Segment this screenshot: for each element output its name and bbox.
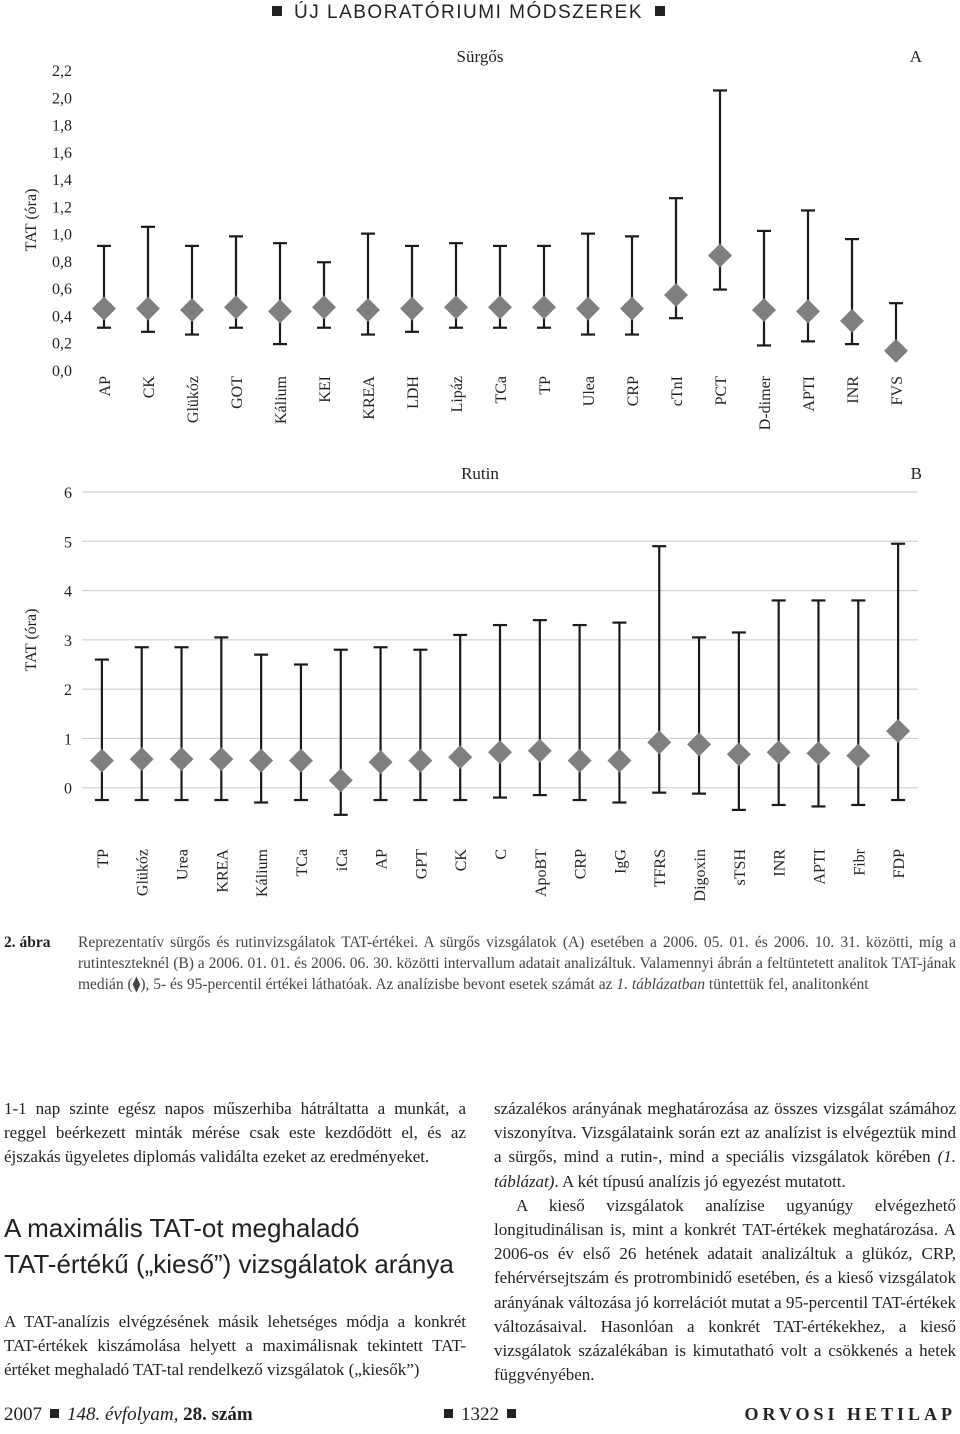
panel-letter: B [910,465,922,483]
x-category-label: AP [373,849,391,870]
square-bullet-icon [272,6,282,16]
y-tick-label: 0,6 [52,281,72,299]
median-marker [488,295,512,319]
running-header [260,2,960,24]
median-marker [528,739,552,763]
median-marker [488,740,512,764]
y-tick-label: 1,0 [52,226,72,244]
x-category-label: Kálium [273,376,290,424]
square-bullet-icon [444,1409,453,1418]
y-tick-label: 5 [64,534,72,552]
x-category-label: Ulea [581,376,598,407]
x-category-label: CK [141,376,158,399]
median-marker [448,745,472,769]
y-tick-label: 6 [64,485,72,502]
median-marker [444,295,468,319]
square-bullet-icon [655,6,665,16]
median-marker [708,243,732,267]
section-heading: A maximális TAT-ot meghaladó TAT-értékű („kieső”) vizsgálatok aránya [4,1212,454,1279]
x-category-label: Fibr [851,849,869,876]
median-marker [92,297,116,321]
panel-letter: A [909,47,922,66]
median-marker [532,295,556,319]
x-category-label: KEI [317,376,334,403]
y-tick-label: 1,4 [52,172,72,190]
median-marker [312,295,336,319]
x-category-label: FVS [889,376,906,406]
figure-caption [4,932,956,995]
diamond-symbol-icon: ⧫ [132,976,141,993]
median-marker [249,749,273,773]
caption-text: Reprezentatív sürgős és rutinvizsgálatok TAT-értékei. A sürgős vizsgálatok (A) esetében a 2006. 05. 01. és 2006. 10. 31. közötti, míg a rutinteszteknél (B) a 2006. 01. 01. és 2006. 06. 30. közötti intervallum adatait analizáltuk. Valamennyi ábrán a feltüntetett analitok TAT-jának medián (⧫), 5- és 95-percentil értékei láthatóak. Az analízisbe bevont esetek számát az 1. táblázatban tüntettük fel, analitonként [78,934,956,993]
paragraph: A TAT-analízis elvégzésének másik lehetséges módja a konkrét TAT-értékek kiszámolása helyett a maximálisnak tekintett TAT-értéket meghaladó TAT-tal rendelkező vizsgálatok („kiesők”) [4,1311,466,1380]
median-marker [796,299,820,323]
median-marker [886,719,910,743]
x-category-label: CRP [625,376,642,407]
median-marker [136,297,160,321]
median-marker [846,744,870,768]
median-marker [130,747,154,771]
y-axis-label: TAT (óra) [23,608,40,672]
x-category-label: TCa [293,849,311,877]
x-category-label: Kálium [254,849,272,897]
x-category-label: INR [845,376,862,404]
x-category-label: PCT [713,376,730,406]
caption-label: 2. ábra [4,934,51,951]
x-category-label: Urea [174,849,192,881]
x-category-label: CRP [572,849,590,880]
y-axis-label: TAT (óra) [23,188,40,252]
x-category-label: cTnI [669,376,686,407]
x-category-label: IgG [612,849,630,874]
y-tick-label: 0,2 [52,335,72,353]
median-marker [209,747,233,771]
square-bullet-icon [507,1409,516,1418]
median-marker [806,741,830,765]
median-marker [180,298,204,322]
chart-b-routine [0,465,960,915]
x-category-label: TP [537,376,554,395]
x-category-label: Lipáz [449,376,466,413]
median-marker [727,742,751,766]
x-category-label: D-dimer [757,376,774,431]
x-category-label: TP [94,849,112,868]
x-category-label: C [493,849,510,860]
median-marker [329,768,353,792]
median-marker [767,740,791,764]
median-marker [224,295,248,319]
x-category-label: KREA [361,376,378,420]
page-number: 1322 [436,1404,524,1426]
x-category-label: ApoBT [532,849,550,897]
median-marker [170,747,194,771]
median-marker [369,750,393,774]
x-category-label: GPT [413,849,431,880]
chart-title: Sürgős [456,47,504,66]
median-marker [268,299,292,323]
header-title: ÚJ LABORATÓRIUMI MÓDSZEREK [294,2,644,23]
y-tick-label: 1,6 [52,144,72,162]
median-marker [620,297,644,321]
x-category-label: AP [97,376,114,397]
y-tick-label: 2 [64,682,72,700]
y-tick-label: 1,2 [52,199,72,217]
x-category-label: KREA [214,849,232,893]
x-category-label: iCa [333,849,351,872]
x-category-label: INR [771,849,789,877]
chart-a-urgent [0,40,960,480]
y-tick-label: 2,0 [52,90,72,108]
x-category-label: FDP [891,849,909,879]
y-tick-label: 2,2 [52,63,72,80]
median-marker [289,749,313,773]
y-tick-label: 3 [64,632,72,650]
x-category-label: TFRS [652,849,670,888]
y-tick-label: 4 [64,583,72,601]
y-tick-label: 0 [64,780,72,798]
y-tick-label: 0,4 [52,308,72,326]
paragraph: 1-1 nap szinte egész napos műszerhiba hátráltatta a munkát, a reggel beérkezett minták mérése csak este kezdődött el, és az éjszakás ügyeletes diplomás validálta ezeket az eredményeket. [4,1099,466,1167]
x-category-label: Glükóz [134,849,152,897]
x-category-label: Digoxin [692,849,710,902]
x-category-label: TCa [493,376,510,404]
journal-name: ORVOSI HETILAP [744,1404,956,1424]
page-footer [4,1404,956,1432]
median-marker [90,749,114,773]
median-marker [664,283,688,307]
median-marker [607,749,631,773]
x-category-label: APTI [811,849,829,885]
median-marker [568,749,592,773]
x-category-label: CK [453,849,471,872]
left-column [4,1097,466,1382]
footer-citation: 2007 148. évfolyam, 28. szám [4,1404,253,1425]
x-category-label: APTI [801,376,818,412]
median-marker [408,749,432,773]
paragraph: százalékos arányának meghatározása az összes vizsgálat számához viszonyítva. Vizsgálataink során ezt az analízist is elvégeztük mind a sürgős, mind a rutin-, mind a speciális vizsgálatok körében (1. táblázat). A két típusú analízis jó egyezést mutatott. [494,1099,956,1191]
median-marker [647,730,671,754]
median-marker [752,298,776,322]
x-category-label: Glükóz [185,376,202,424]
square-bullet-icon [50,1409,59,1418]
median-marker [840,309,864,333]
y-tick-label: 1 [64,731,72,749]
median-marker [884,339,908,363]
right-column [494,1097,956,1387]
y-tick-label: 0,8 [52,253,72,271]
x-category-label: GOT [229,376,246,409]
x-category-label: sTSH [731,849,749,886]
median-marker [400,297,424,321]
y-tick-label: 1,8 [52,117,72,135]
x-category-label: LDH [405,376,422,409]
median-marker [576,297,600,321]
chart-title: Rutin [461,465,499,483]
median-marker [356,298,380,322]
y-tick-label: 0,0 [52,363,72,380]
paragraph: A kieső vizsgálatok analízise ugyanúgy elvégezhető longitudinálisan is, mint a konkrét TAT-értékek meghatározása. A 2006-os év első 26 hetének adatait analizáltuk a glükóz, CRP, fehérvérsejtszám és protrombinidő esetében, és a kieső vizsgálatok arányának változása jó korrelációt mutat a 95-percentil TAT-értékek változásaival. Hasonlóan a konkrét TAT-értékekhez, a kieső vizsgálatok százalékában is kimutatható volt a csökkenés a hetek függvényében. [494,1195,956,1385]
median-marker [687,732,711,756]
